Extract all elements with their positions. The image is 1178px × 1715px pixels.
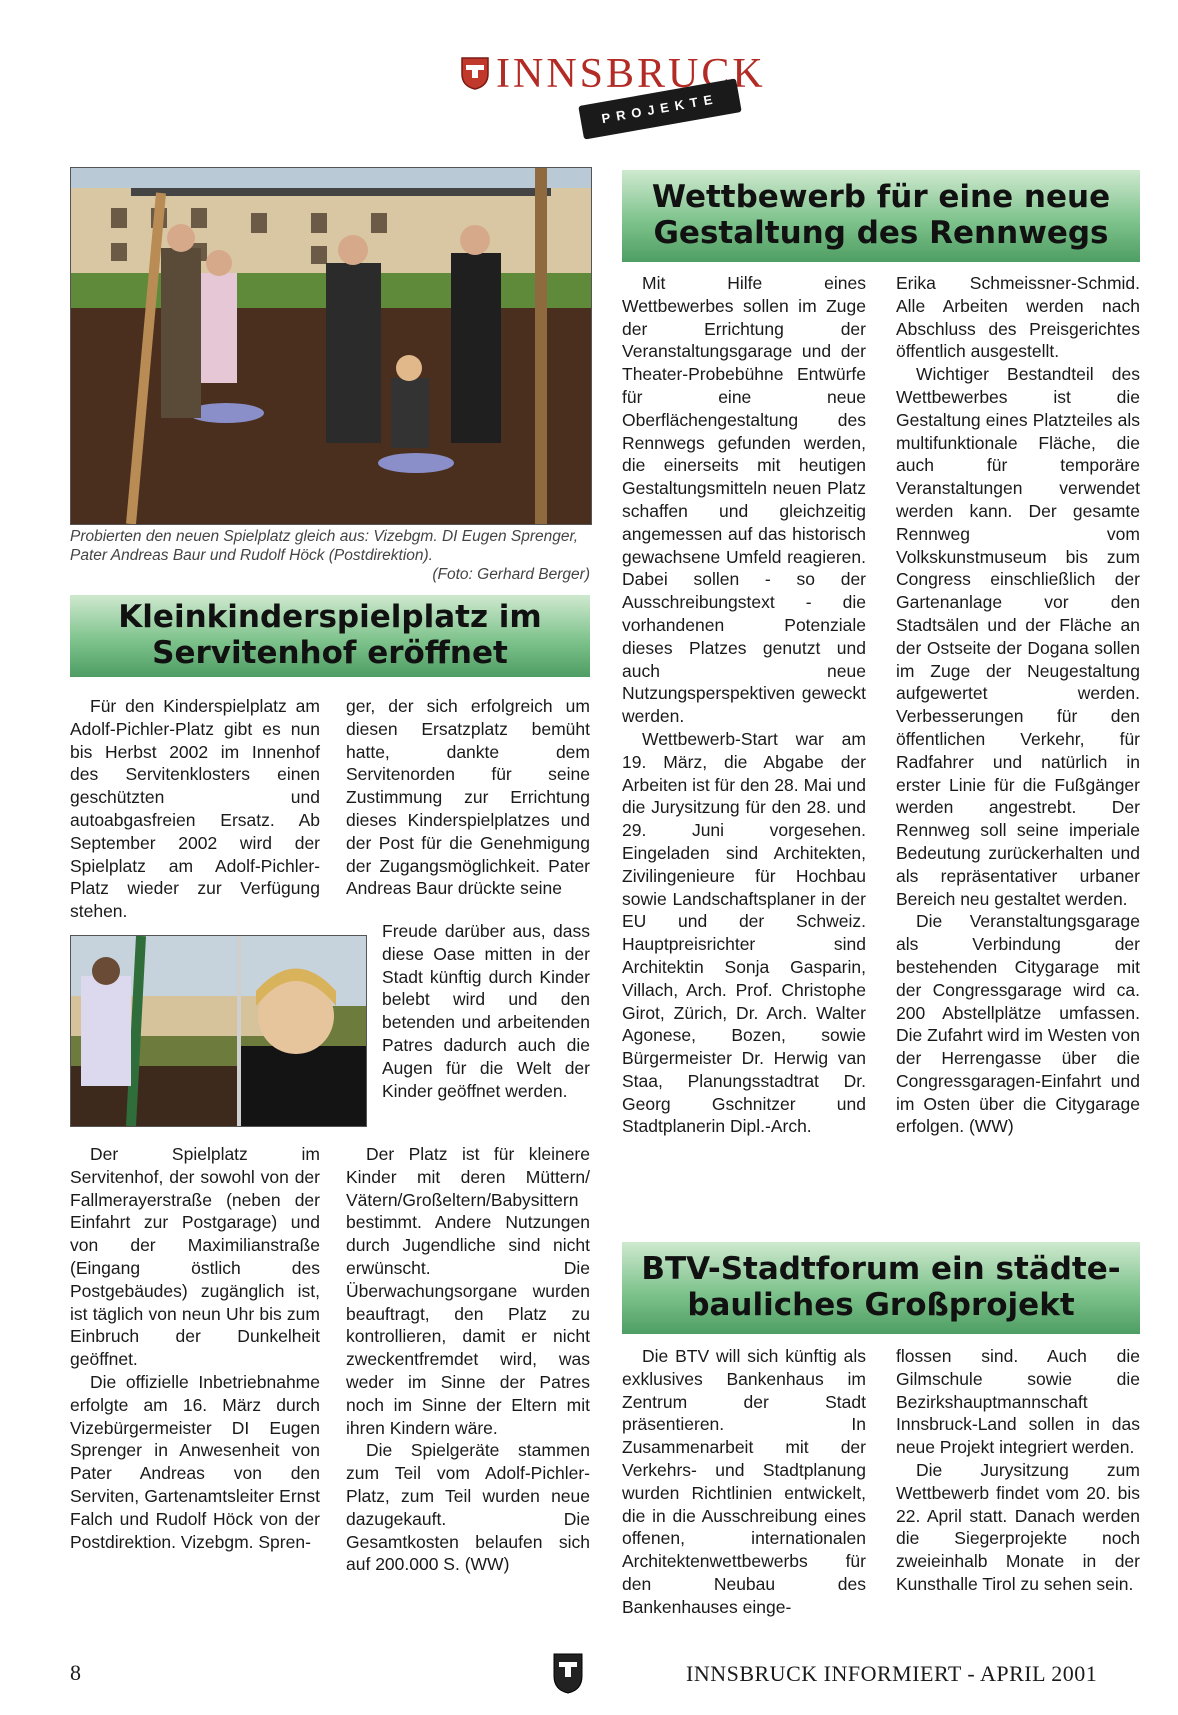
- headline-band-rennweg: [622, 170, 1140, 262]
- playground-photo: [70, 167, 592, 525]
- child-photo: [70, 935, 367, 1127]
- masthead-title: INNSBRUCK: [496, 51, 766, 97]
- photo-caption-text: Probierten den neuen Spielplatz gleich aus: Vizebgm. DI Eugen Sprenger, Pater Andreas Baur und Rudolf Höck (Postdirektion).: [70, 528, 579, 564]
- city-emblem-icon: [552, 1652, 584, 1694]
- spielplatz-right-column-bottom: [346, 1143, 590, 1576]
- headline-btv: [641, 1252, 1120, 1323]
- headline-rennweg-line2: Gestaltung des Rennwegs: [653, 215, 1109, 251]
- headline-band-btv: [622, 1242, 1140, 1334]
- rennweg-paragraph: Wettbewerb-Start war am 19. März, die Abgabe der Arbeiten ist für den 28. Mai und die Jurysitzung für den 28. und 29. Juni vorgesehen. Eingeladen sind Architekten, Zivilingenieure für Hochbau sowie Landschaftsplaner in der EU und der Schweiz. Hauptpreisrichter sind Architektin Sonja Gasparin, Villach, Arch. Prof. Christophe Girot, Zürich, Dr. Arch. Walter Agonese, Bozen, sowie Bürgermeister Dr. Herwig van Staa, Planungsstadtrat Dr. Georg Gschnitzer und Stadtplanerin Dipl.-Arch.: [622, 728, 866, 1137]
- spielplatz-paragraph: Die offizielle Inbetriebnahme erfolgte am 16. März durch Vizebürgermeister DI Eugen Sprenger in Anwesenheit von Pater Andreas von den Serviten, Gartenamtsleiter Ernst Falch und Rudolf Höck von der Postdirektion. Vizebgm. Spren-: [70, 1371, 320, 1552]
- rennweg-paragraph: Wichtiger Bestandteil des Wettbewerbes ist die Gestaltung eines Platzteiles als multifunktionale Fläche, die auch für temporäre Veranstaltungen verwendet werden kann. Der gesamte Rennweg vom Volkskunstmuseum bis zum Congress einschließlich der Gartenanlage vor den Stadtsälen und der Fläche an der Ostseite der Dogana sollen im Zuge der Neugestaltung aufgewertet werden. Verbesserungen für den öffentlichen Verkehr, für Radfahrer und natürlich in erster Linie für die Fußgänger werden angestrebt. Der Rennweg soll seine imperiale Bedeutung zurückerhalten und als repräsentativer urbaner Bereich neu gestaltet werden.: [896, 364, 1140, 909]
- masthead-subtitle: PROJEKTE: [578, 78, 741, 139]
- btv-column-2: [896, 1345, 1140, 1596]
- spielplatz-left-column-bottom: [70, 1143, 320, 1553]
- masthead: [460, 48, 766, 138]
- spielplatz-right-column-wrap: [382, 920, 590, 1102]
- headline-btv-line2: bauliches Großprojekt: [687, 1287, 1075, 1323]
- headline-spielplatz-line1: Kleinkinderspielplatz im: [118, 599, 542, 636]
- spielplatz-paragraph: Der Spielplatz im Servitenhof, der sowohl von der Fallmerayerstraße (neben der Einfahrt zur Postgarage) und von der Maximilianstraße (Eingang östlich des Postgebäudes) zugänglich ist, ist täglich von neun Uhr bis zum Einbruch der Dunkelheit geöffnet.: [70, 1144, 320, 1370]
- btv-paragraph: Die BTV will sich künftig als exklusives Bankenhaus im Zentrum der Stadt präsentieren. In Zusammenarbeit mit der Verkehrs- und Stadtplanung wurden Richtlinien entwickelt, die in die Ausschreibung eines offenen, internationalen Architektenwettbewerbs für den Neubau des Bankenhauses einge-: [622, 1346, 866, 1617]
- spielplatz-paragraph: Die Spielgeräte stammen zum Teil vom Adolf-Pichler-Platz, zum Teil wurden neue dazugekauft. Die Gesamtkosten belaufen sich auf 200.000 S. (WW): [346, 1440, 590, 1575]
- rennweg-paragraph: Die Veranstaltungsgarage als Verbindung der bestehenden Citygarage mit der Congressgarage wird ca. 200 Abstellplätze umfassen. Die Zufahrt wird im Westen von der Herrengasse über die Congressgaragen-Einfahrt und im Osten über die Citygarage erfolgen. (WW): [896, 911, 1140, 1137]
- rennweg-column-2: [896, 272, 1140, 1138]
- spielplatz-paragraph: Der Platz ist für kleinere Kinder mit deren Müttern/ Vätern/Großeltern/Babysittern bestimmt. Andere Nutzungen durch Jugendliche sind nicht erwünscht. Die Überwachungsorgane wurden beauftragt, den Platz zu kontrollieren, damit er nicht zweckentfremdet wird, was weder im Sinne der Patres noch im Sinne der Eltern mit ihren Kindern wäre.: [346, 1144, 590, 1438]
- innsbruck-crest-icon: [460, 56, 490, 90]
- headline-spielplatz: [118, 600, 541, 671]
- headline-spielplatz-line2: Servitenhof eröffnet: [152, 635, 508, 671]
- btv-paragraph: Die Jurysitzung zum Wettbewerb findet vom 20. bis 22. April statt. Danach werden die Siegerprojekte noch zweieinhalb Monate in der Kunsthalle Tirol zu sehen sein.: [896, 1459, 1140, 1594]
- photo-caption: [70, 527, 590, 584]
- page-number: 8: [70, 1660, 81, 1685]
- btv-paragraph: flossen sind. Auch die Gilmschule sowie die Bezirkshauptmannschaft Innsbruck-Land sollen in das neue Projekt integriert werden.: [896, 1346, 1140, 1458]
- spielplatz-paragraph: Freude darüber aus, dass diese Oase mitten in der Stadt künftig durch Kinder belebt wird und den betenden und arbeitenden Patres dadurch auch die Augen für die Welt der Kinder geöffnet werden.: [382, 921, 590, 1101]
- headline-band-spielplatz: [70, 595, 590, 677]
- rennweg-paragraph: Erika Schmeissner-Schmid. Alle Arbeiten werden nach Abschluss des Preisgerichtes öffentlich ausgestellt.: [896, 273, 1140, 362]
- headline-rennweg-line1: Wettbewerb für eine neue: [651, 179, 1111, 216]
- rennweg-paragraph: Mit Hilfe eines Wettbewerbes sollen im Zuge der Errichtung der Veranstaltungsgarage und der Theater-Probebühne Entwürfe für eine neue Oberflächengestaltung des Rennwegs gefunden werden, die einerseits mit heutigen Gestaltungsmitteln neuen Platz schaffen und gleichzeitig angemessen auf das historisch gewachsene Umfeld reagieren. Dabei sollen - so der Ausschreibungstext - die vorhandenen Potenziale dieses Platzes genutzt und auch neue Nutzungsperspektiven geweckt werden.: [622, 273, 866, 727]
- spielplatz-paragraph: Für den Kinderspielplatz am Adolf-Pichler-Platz gibt es nun bis Herbst 2002 im Innenhof des Servitenklosters einen geschützten und autoabgasfreien Ersatz. Ab September 2002 wird der Spielplatz am Adolf-Pichler-Platz wieder zur Verfügung stehen.: [70, 696, 320, 922]
- publication-title: INNSBRUCK INFORMIERT - APRIL 2001: [686, 1661, 1098, 1686]
- rennweg-column-1: [622, 272, 866, 1138]
- spielplatz-left-column-top: [70, 695, 320, 923]
- spielplatz-paragraph: ger, der sich erfolgreich um diesen Ersatzplatz bemüht hatte, dankte dem Servitenorden für seine Zustimmung zur Errichtung dieses Kinderspielplatzes und der Post für die Genehmigung der Zugangsmöglichkeit. Pater Andreas Baur drückte seine: [346, 696, 590, 899]
- playground-photo-image: [71, 168, 591, 524]
- headline-rennweg: [652, 180, 1110, 251]
- child-photo-image: [71, 936, 366, 1126]
- headline-btv-line1: BTV-Stadtforum ein städte-: [641, 1251, 1121, 1288]
- spielplatz-right-column-top: [346, 695, 590, 900]
- photo-credit: (Foto: Gerhard Berger): [432, 566, 590, 583]
- btv-column-1: [622, 1345, 866, 1619]
